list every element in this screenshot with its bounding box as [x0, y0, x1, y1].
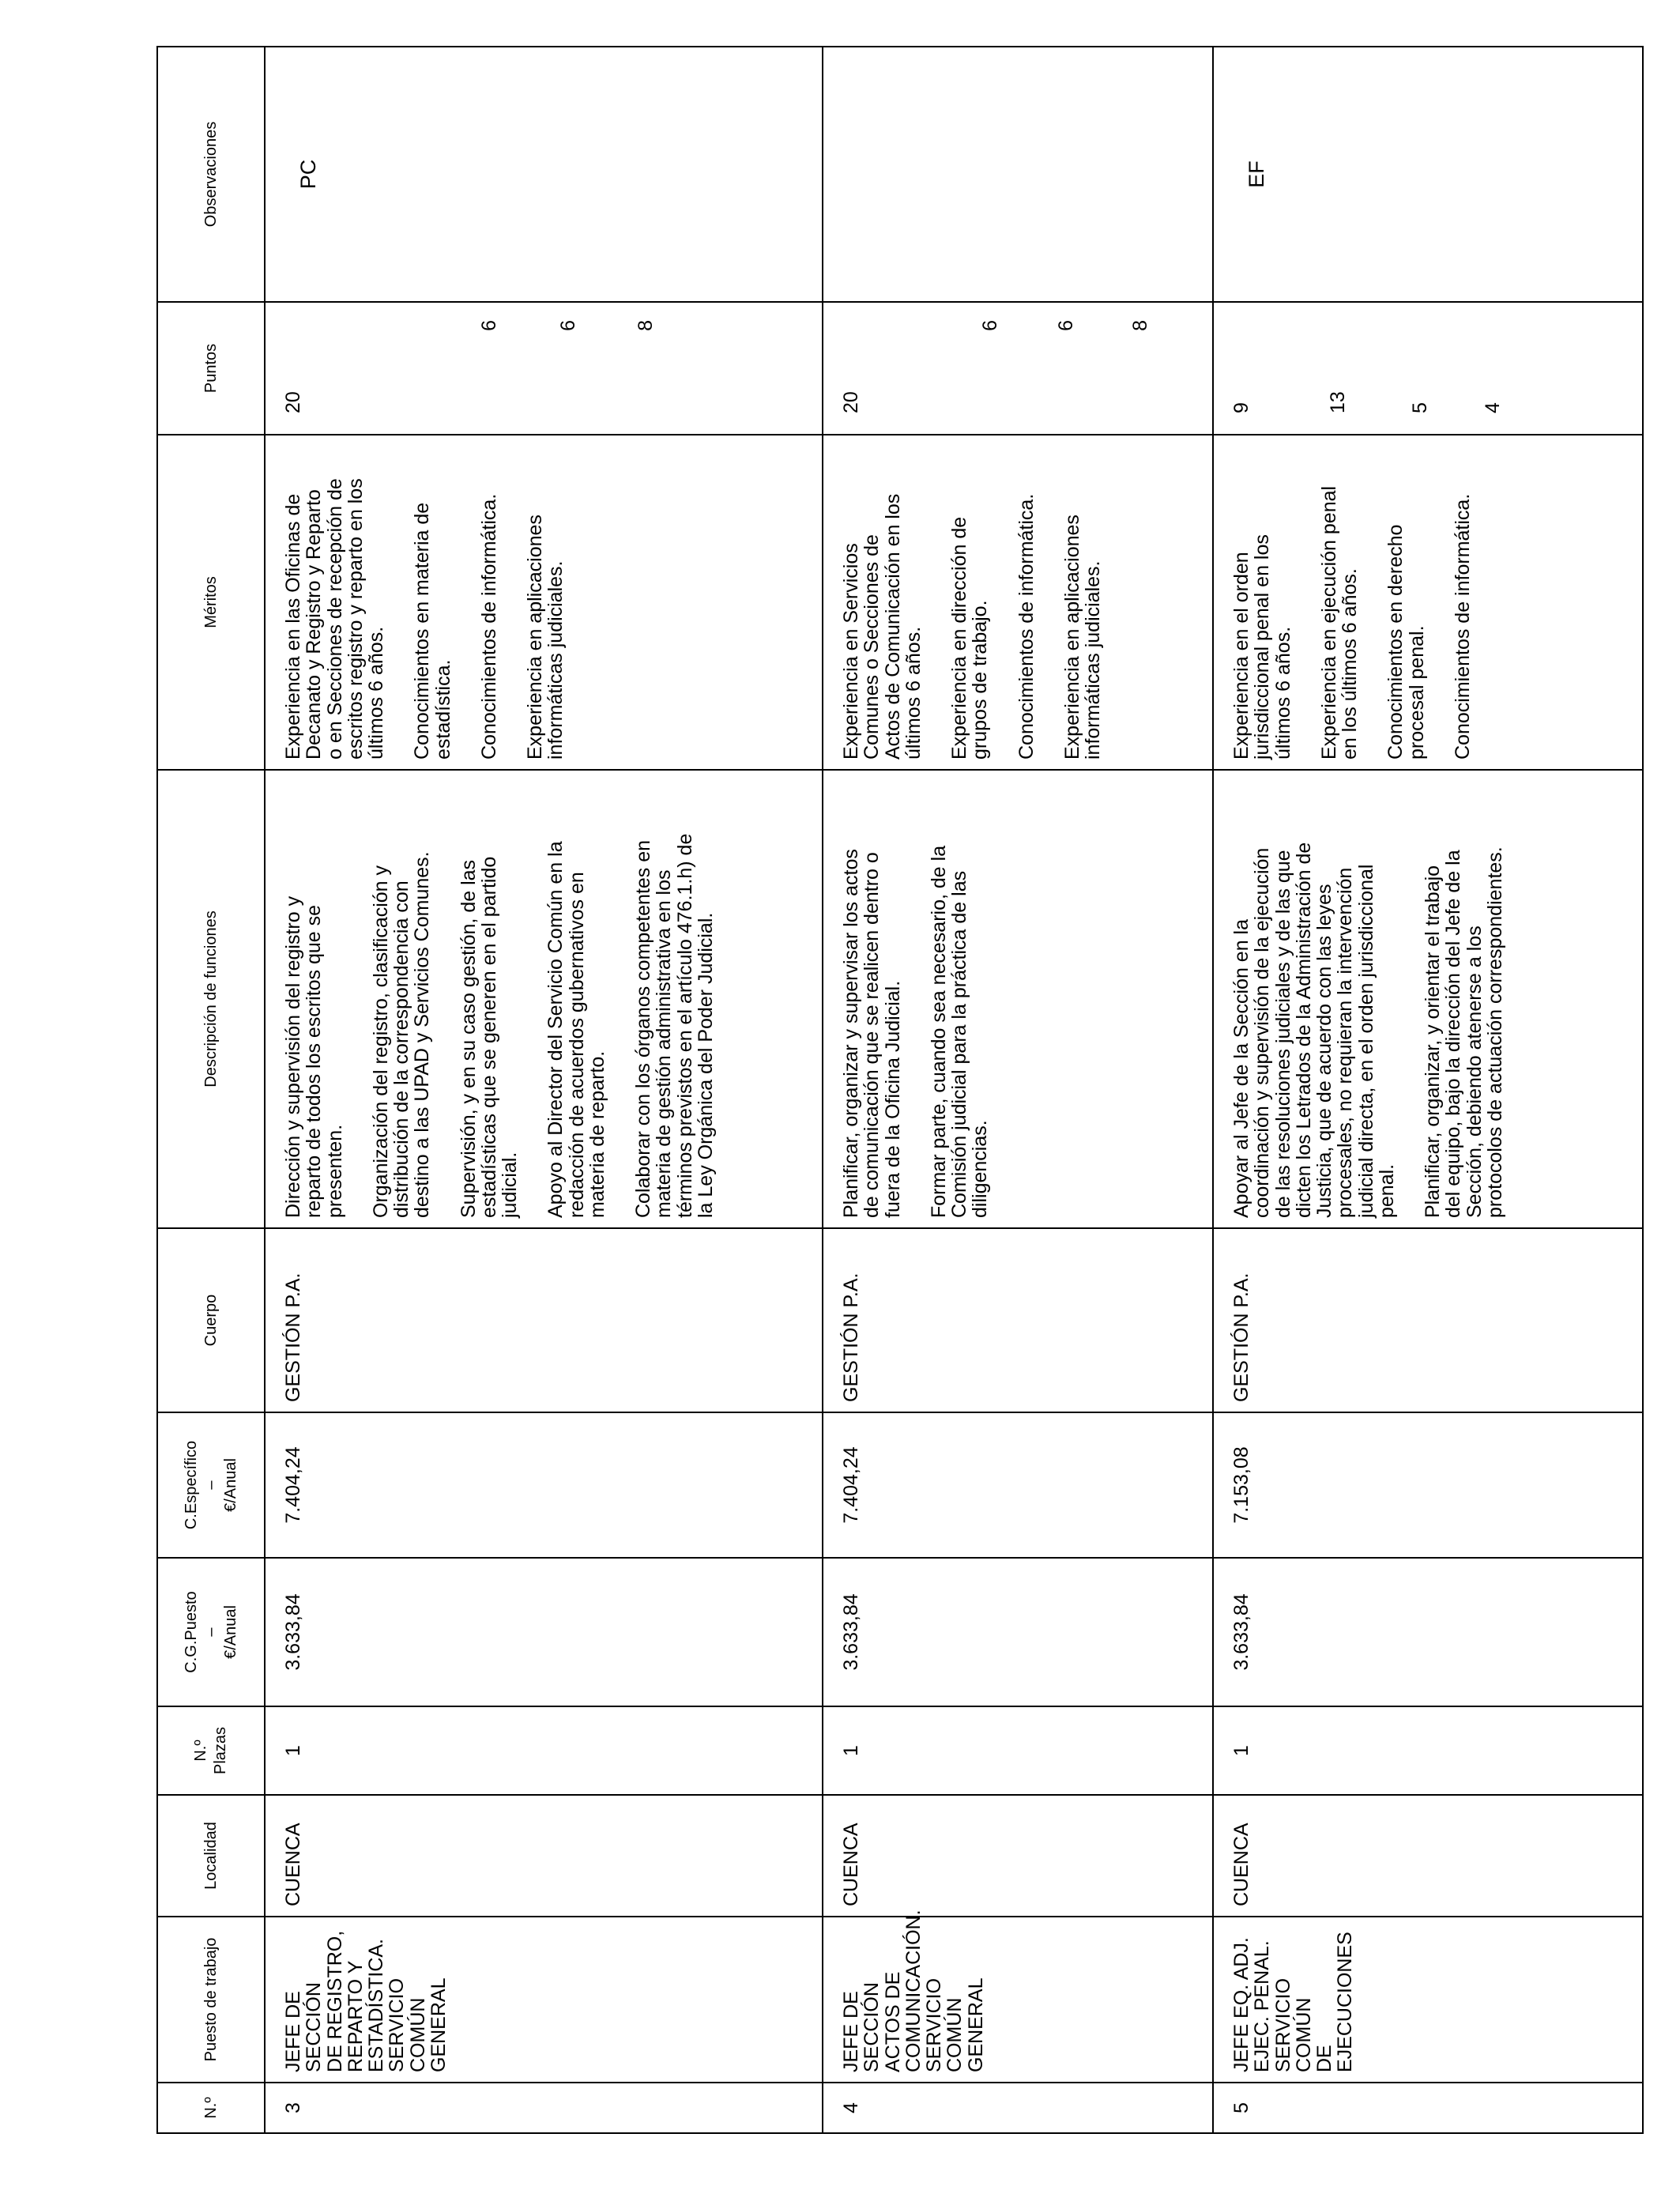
- funcion-text: Apoyar al Jefe de la Sección en la coordinación y supervisión de la ejecución de las resoluciones judiciales y de las que dicten los Letrados de la Administración de Justicia, que de acuerdo con las leyes procesales, no requieran la intervención judicial directa, en el orden jurisdiccional penal.: [1230, 842, 1398, 1218]
- merito-text: Experiencia en las Oficinas de Decanato y Registro y Reparto o en Secciones de recepción de escritos registro y reparto en los últimos 6 años.: [282, 478, 387, 760]
- header-row: [157, 47, 265, 2133]
- table-row: [823, 47, 1213, 2133]
- header-descripcion: Descripción de funciones: [157, 770, 265, 1228]
- puntos-value: 5: [1409, 402, 1431, 413]
- puntos-value: 13: [1327, 391, 1349, 413]
- header-puesto: Puesto de trabajo: [157, 1917, 265, 2083]
- puntos-value: 20: [282, 391, 304, 413]
- cuerpo-cell: GESTIÓN P.A.: [265, 1228, 823, 1412]
- merito-text: Experiencia en ejecución penal en los últimos 6 años.: [1317, 485, 1361, 760]
- localidad-cell: CUENCA: [1213, 1795, 1643, 1917]
- ce-cell: 7.404,24: [823, 1412, 1213, 1558]
- puesto-text: JEFE EQ. ADJ. EJEC. PENAL. SERVICIO COMÚN DE EJECUCIONES: [1230, 1932, 1357, 2072]
- header-plazas: N.º Plazas: [157, 1706, 265, 1795]
- puntos-cell: [1213, 302, 1643, 435]
- funcion-text: Apoyo al Director del Servicio Común en la redacción de acuerdos gubernativos en materia de reparto.: [544, 841, 608, 1218]
- row-number: 5: [1213, 2083, 1643, 2133]
- merito-text: Experiencia en aplicaciones informáticas judiciales.: [524, 515, 567, 760]
- puntos-value: 6: [1055, 320, 1077, 331]
- rotated-page: [156, 47, 1536, 2134]
- positions-table: [156, 46, 1644, 2134]
- header-cuerpo: Cuerpo: [157, 1228, 265, 1412]
- cg-cell: 3.633,84: [823, 1558, 1213, 1706]
- cg-cell: 3.633,84: [1213, 1558, 1643, 1706]
- funcion-text: Organización del registro, clasificación y distribución de la correspondencia con destino a las UPAD y Servicios Comunes.: [369, 851, 434, 1218]
- puntos-value: 6: [979, 320, 1001, 331]
- puesto-cell: [1213, 1917, 1643, 2083]
- merito-text: Experiencia en dirección de grupos de trabajo.: [948, 516, 992, 760]
- merito-text: Conocimientos de informática.: [1451, 493, 1474, 760]
- observaciones-cell: [823, 47, 1213, 302]
- merito-text: Experiencia en el orden jurisdiccional penal en los últimos 6 años.: [1230, 534, 1294, 760]
- puesto-cell: [265, 1917, 823, 2083]
- meritos-cell: [265, 435, 823, 770]
- puesto-text: JEFE DE SECCIÓN ACTOS DE COMUNICACIÓN. SERVICIO COMÚN GENERAL: [840, 1909, 987, 2072]
- funciones-cell: [1213, 770, 1643, 1228]
- row-number: 3: [265, 2083, 823, 2133]
- ce-cell: 7.404,24: [265, 1412, 823, 1558]
- table-row: [1213, 47, 1643, 2133]
- localidad-cell: CUENCA: [823, 1795, 1213, 1917]
- puntos-value: 4: [1482, 402, 1504, 413]
- funcion-text: Planificar, organizar y supervisar los actos de comunicación que se realicen dentro o fuera de la Oficina Judicial.: [840, 849, 904, 1218]
- puesto-cell: [823, 1909, 1213, 2083]
- puntos-cell: [823, 302, 1213, 435]
- header-localidad: Localidad: [157, 1795, 265, 1917]
- merito-text: Experiencia en aplicaciones informáticas judiciales.: [1060, 515, 1104, 760]
- puntos-value: 8: [635, 320, 657, 331]
- merito-text: Conocimientos en derecho procesal penal.: [1384, 524, 1428, 760]
- cuerpo-cell: GESTIÓN P.A.: [823, 1228, 1213, 1412]
- puntos-value: 8: [1129, 320, 1151, 331]
- header-puntos: Puntos: [157, 302, 265, 435]
- header-observaciones: Observaciones: [157, 47, 265, 302]
- header-meritos: Méritos: [157, 435, 265, 770]
- plazas-cell: 1: [823, 1706, 1213, 1795]
- cuerpo-cell: GESTIÓN P.A.: [1213, 1228, 1643, 1412]
- funcion-text: Colaborar con los órganos competentes en materia de gestión administrativa en los términos previstos en el artículo 476.1.h) de la Ley Orgánica del Poder Judicial.: [632, 833, 717, 1218]
- funcion-text: Planificar, organizar, y orientar el trabajo del equipo, bajo la dirección del Jefe de la Sección, debiendo atenerse a los protocolos de actuación correspondientes.: [1422, 846, 1506, 1218]
- table-row: [265, 47, 823, 2133]
- plazas-cell: 1: [1213, 1706, 1643, 1795]
- plazas-cell: 1: [265, 1706, 823, 1795]
- row-number: 4: [823, 2083, 1213, 2133]
- header-c-especifico: C.Específico – €/Anual: [157, 1412, 265, 1558]
- puesto-text: JEFE DE SECCIÓN DE REGISTRO, REPARTO Y ESTADÍSTICA. SERVICIO COMÚN GENERAL: [282, 1930, 450, 2072]
- meritos-cell: [1213, 435, 1643, 770]
- puntos-value: 6: [478, 320, 500, 331]
- funciones-cell: [823, 770, 1213, 1228]
- funcion-text: Supervisión, y en su caso gestión, de las estadísticas que se generen en el partido judicial.: [457, 856, 521, 1218]
- merito-text: Conocimientos de informática.: [477, 493, 500, 760]
- puntos-value: 20: [840, 391, 862, 413]
- header-cg-puesto: C.G.Puesto – €/Anual: [157, 1558, 265, 1706]
- funcion-text: Formar parte, cuando sea necesario, de la Comisión judicial para la práctica de las diligencias.: [927, 845, 992, 1218]
- puntos-value: 9: [1230, 402, 1252, 413]
- observaciones-cell: EF: [1213, 47, 1643, 302]
- cg-cell: 3.633,84: [265, 1558, 823, 1706]
- puntos-value: 6: [557, 320, 579, 331]
- merito-text: Experiencia en Servicios Comunes o Secciones de Actos de Comunicación en los últimos 6 años.: [840, 493, 925, 760]
- merito-text: Conocimientos en materia de estadística.: [411, 502, 454, 760]
- funcion-text: Dirección y supervisión del registro y reparto de todos los escritos que se presenten.: [282, 895, 346, 1218]
- observaciones-cell: PC: [265, 47, 823, 302]
- ce-cell: 7.153,08: [1213, 1412, 1643, 1558]
- funciones-cell: [265, 770, 823, 1228]
- merito-text: Conocimientos de informática.: [1015, 493, 1038, 760]
- header-n: N.º: [157, 2083, 265, 2133]
- meritos-cell: [823, 435, 1213, 770]
- localidad-cell: CUENCA: [265, 1795, 823, 1917]
- puntos-cell: [265, 302, 823, 435]
